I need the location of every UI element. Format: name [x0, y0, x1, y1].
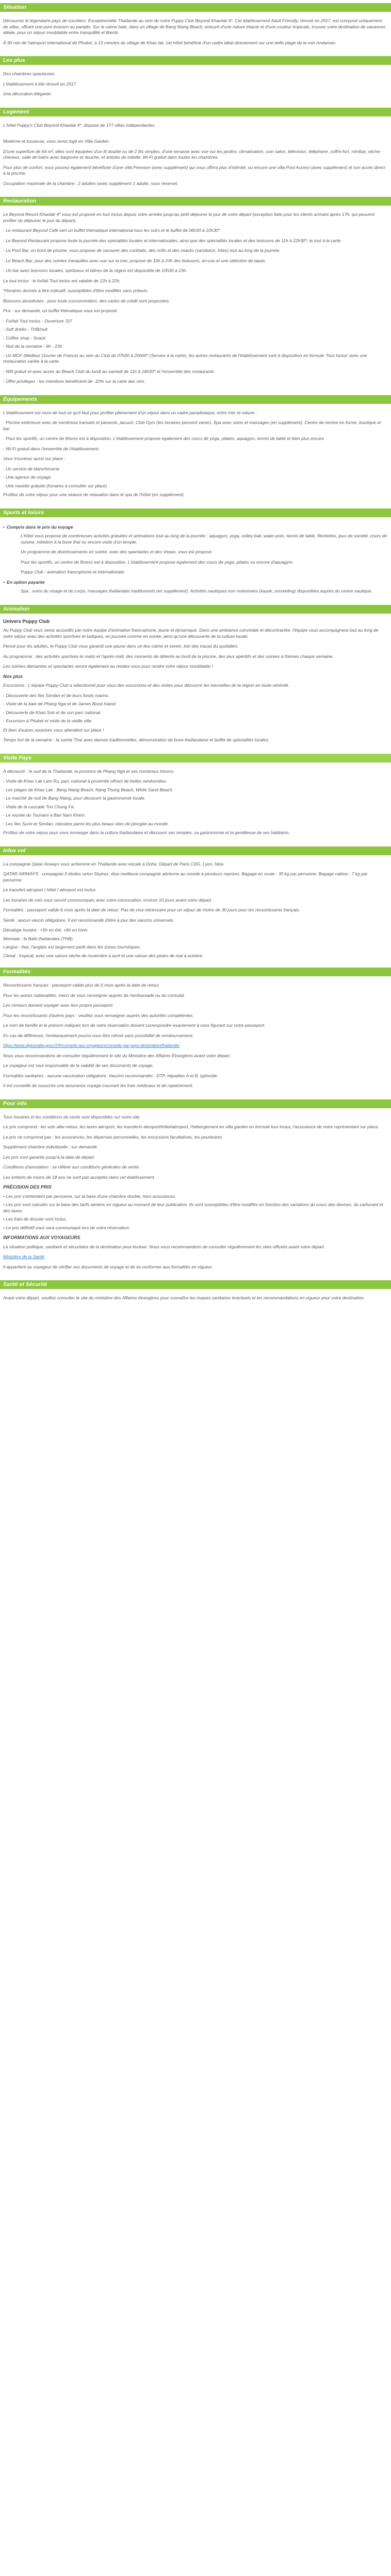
- price-bullet: • Les prix s'entendent par personne, sur la base d'une chambre double, hors assurances.: [3, 1193, 176, 1199]
- dining-text: Le tout inclus : le forfait Tout inclus est valable de 12h à 22h.: [3, 278, 121, 283]
- formalities-text: Pour les ressortissants d'autres pays : veuillez vous renseigner auprès des autorités compétentes.: [3, 1012, 194, 1018]
- discover-section: [0, 762, 391, 843]
- sports-text: Puppy Club : animation francophone et internationale.: [21, 569, 125, 574]
- price-text: Il appartient au voyageur de vérifier ses documents de voyage et de se conformer aux formalités en vigueur.: [3, 1264, 213, 1269]
- flight-info-item: Langue : thaï, l'anglais est largement parlé dans les zones touristiques.: [3, 944, 141, 950]
- sports-text: L'hôtel vous propose de nombreuses activités gratuites et animations tout au long de la journée : aquagym, yoga, volley-ball, water-polo, tennis de table, fléchettes, jeux de société, cours de cuisine, initiation à la boxe thaï ou encore visite d'un temple.: [21, 533, 387, 545]
- animation-text: Et bien d'autres surprises vous attendent sur place !: [3, 727, 104, 733]
- dining-text: - Wifi gratuit et avec accès au Beach Club du lundi au samedi de 11h à 16h30* et l'ensemble des restaurants.: [3, 368, 216, 374]
- dining-text: - Un bar avec boissons locales, spiritueux et bières de la région est disponible de 10h30 à 23h.: [3, 268, 187, 273]
- animation-subtitle-2: Nos plus: [3, 673, 23, 679]
- equipment-list-item: - Une navette gratuite (horaires à consulter sur place): [3, 483, 107, 488]
- animation-section: [0, 614, 391, 751]
- animation-list-item: - Visite de la baie de Phang Nga et de James Bond Island.: [3, 701, 117, 706]
- price-bullet: • Le prix définitif vous sera communiqué lors de votre réservation.: [3, 1225, 131, 1230]
- formalities-text: Le voyageur est seul responsable de la validité de ses documents de voyage.: [3, 1063, 154, 1068]
- equipment-text: - Pour les sportifs, un centre de fitness est à disposition. L'établissement propose également des cours de yoga, pilates, aquagym, tennis de table et bien plus encore.: [3, 436, 325, 441]
- discover-list-item: - Visite de la cascade Ton Chong Fa.: [3, 804, 75, 809]
- price-text: Conditions d'annulation : se référer aux conditions générales de vente.: [3, 1164, 140, 1170]
- dining-text: - Le Beyond Restaurant propose toute la journée des spécialités locales et internationales, ainsi que des spécialités locales et des boissons de 11h à 22h30*, le tout à la carte.: [3, 238, 342, 243]
- lodging-heading: Logement: [0, 108, 391, 116]
- price-section: [0, 1108, 391, 1278]
- lodging-intro: L'hôtel Puppy's Club Beyond Khaolak 4*, dispose de 177 villas indépendantes.: [3, 122, 156, 128]
- price-text: Les prix sont garantis jusqu'à la date de départ.: [3, 1154, 95, 1160]
- flight-info-section: [0, 855, 391, 965]
- situation-section: [0, 12, 391, 53]
- price-text: La situation politique, sanitaire et sécuritaire de la destination peut évoluer. Nous vous recommandons de consulter régulièrement les sites officiels avant votre départ.: [3, 1244, 325, 1249]
- traveller-info-title: INFORMATIONS AUX VOYAGEURS: [3, 1235, 80, 1240]
- diplomatie-link[interactable]: https://www.diplomatie.gouv.fr/fr/conseils-aux-voyageurs/conseils-par-pays-destination/thailande/: [3, 1043, 180, 1048]
- dining-text: - Le restaurant Beyond Café sert un buffet thématique international tous les soirs et le buffet de 06h30 à 10h30*.: [3, 228, 221, 233]
- discover-text: Profitez de votre séjour pour vous immerger dans la culture thaïlandaise et découvrir ses temples, sa gastronomie et la gentillesse de ses habitants.: [3, 830, 290, 835]
- sports-heading: Sports et loisirs: [0, 509, 391, 517]
- price-text: Supplément chambre individuelle : sur demande.: [3, 1144, 99, 1149]
- sports-paid-label: • En option payante: [3, 579, 45, 585]
- formalities-text: Il est conseillé de souscrire une assurance voyage couvrant les frais médicaux et de rapatriement.: [3, 1083, 193, 1088]
- equipment-text: Vous trouverez aussi sur place :: [3, 456, 66, 461]
- formalities-section: [0, 976, 391, 1096]
- dining-text: Le Beyond Resort Khaolak 4* vous est proposé en tout inclus depuis votre arrivée jusqu'au petit-déjeuner le jour de votre départ (exception faite pour les clients arrivant après 17h, qui peuvent profiter du déjeuner le jour du départ).: [3, 212, 374, 223]
- highlights-heading: Les plus: [0, 56, 391, 65]
- animation-heading: Animation: [0, 605, 391, 614]
- animation-text: Pensé pour les adultes, le Puppy Club vous garantit une pause dans un lieu calme et serein, loin des tracas du quotidien.: [3, 643, 238, 649]
- dining-list-item: - Coffee shop - Snack: [3, 335, 46, 341]
- formalities-text: Ressortissants français : passeport valide plus de 6 mois après la date de retour.: [3, 982, 160, 988]
- price-text: Le prix comprend : les vols aller-retour, les taxes aéroport, les transferts aéroport/hôtel/aéroport, l'hébergement en villa garden en formule tout inclus, l'assistance de notre représentant sur place.: [3, 1124, 379, 1129]
- animation-list-item: - Excursion à Phuket et visite de la vieille ville.: [3, 718, 93, 723]
- dining-text: - Le Beach Bar, pour des soirées tranquilles avec vue sur la mer, propose de 10h à 23h des boissons, en-cas et une sélection de tapas.: [3, 258, 266, 263]
- health-text: Avant votre départ, veuillez consulter le site du ministère des Affaires étrangères pour connaître les risques sanitaires éventuels et les recommandations en vigueur pour votre destination.: [3, 1295, 365, 1300]
- sports-text: Un programme de divertissements en soirée, avec des spectacles et des shows, vous est proposé.: [21, 549, 213, 554]
- price-precision-title: PRÉCISION DES PRIX: [3, 1184, 52, 1190]
- dining-text: - Un MOF (Meilleur Ouvrier de France) au sein du Club de 07h00 à 20h00* (Service à la carte), les autres restaurants de l'établissement sont à disposition en formule 'Tout Inclus' avec une restauration variée à la carte.: [3, 352, 367, 364]
- discover-list-item: - Les plages de Khao Lak : Bang Niang Beach, Nang Thong Beach, White Sand Beach.: [3, 787, 173, 792]
- lodging-section: [0, 116, 391, 194]
- equipment-text: Profitez de votre séjour pour une séance de relaxation dans le spa de l'hôtel (en supplément).: [3, 492, 185, 497]
- equipment-heading: Équipements: [0, 395, 391, 404]
- flight-info-text: La compagnie Qatar Airways vous achemine en Thaïlande avec escale à Doha. Départ de Paris CDG, Lyon, Nice.: [3, 861, 225, 867]
- flight-info-text: Formalités : passeport valide 6 mois après la date de retour. Pas de visa nécessaire pour un séjour de moins de 30 jours pour les ressortissants français.: [3, 907, 300, 912]
- dining-text: *Horaires donnés à titre indicatif, susceptibles d'être modifiés sans préavis.: [3, 288, 149, 293]
- page: [0, 3, 391, 1340]
- formalities-text: Nous vous recommandons de consulter régulièrement le site du Ministère des Affaires Étrangères avant votre départ.: [3, 1053, 231, 1058]
- price-text: Le prix ne comprend pas : les assurances, les dépenses personnelles, les excursions facultatives, les pourboires.: [3, 1134, 223, 1140]
- situation-text-2: À 90 min de l'aéroport international de Phuket, à 15 minutes du village de Khao lak, cet hôtel bénéficie d'un cadre idéal directement sur une belle plage de la mer Andaman.: [3, 40, 337, 45]
- flight-info-text: Les horaires de vols vous seront communiqués avec votre convocation, environ 10 jours avant votre départ.: [3, 897, 213, 903]
- flight-info-item: Décalage horaire : +5h en été, +6h en hiver.: [3, 927, 89, 933]
- highlight-item: L'établissement à été rénové en 2017: [3, 81, 76, 87]
- flight-info-text: QATAR AIRWAYS : compagnie 5 étoiles selon Skytrax, élue meilleure compagnie aérienne au monde à plusieurs reprises. Bagage en soute : 30 kg par personne. Bagage cabine : 7 kg par personne.: [3, 871, 368, 883]
- lodging-text: Occupation maximale de la chambre : 2 adultes (avec supplément 1 adulte, sous réserve).: [3, 180, 179, 186]
- lodging-text: Pour plus de confort, vous pouvez également bénéficier d'une villa Premium (avec supplément) qui vous offrira plus d'intimité, ou encore une villa Pool Access (avec supplément) et son accès direct à la piscine.: [3, 164, 385, 176]
- situation-text-1: Découvrez le légendaire pays de cocotiers. Exceptionnelle Thaïlande au sein de notre Puppy Club Beyond Khaolak 4*. Cet établissement Adult Friendly, rénové en 2017, est composé uniquement de villas, offrant une pure évasion au paradis. Sur la calme baie, dans un village de Bang Niang Beach, entouré d'une nature intacte et d'une couleur tropicale, trouvez votre destination de vacances idéale, pour un séjour inoubliable entre tranquillité et liberté.: [3, 18, 385, 35]
- price-bullet: • Les prix sont calculés sur la base des tarifs aériens en vigueur au moment de leur publication. Ils sont susceptibles d'être modifiés en fonction des variations du cours des devises, du carburant et des taxes.: [3, 1202, 383, 1213]
- dining-list-item: - Forfait Tout Inclus - Ouverture 7j/7: [3, 318, 72, 324]
- highlight-item: Des chambres spacieuses: [3, 71, 55, 76]
- animation-text: Au programme : des activités sportives le matin et l'après-midi, des moments de détente au bord de la piscine, des jeux apéritifs et des soirées à thèmes chaque semaine.: [3, 653, 334, 659]
- formalities-text: Formalités sanitaires : aucune vaccination obligatoire. Vaccins recommandés : DTP, hépatites A et B, typhoïde.: [3, 1073, 219, 1078]
- animation-subtitle: Univers Puppy Club: [3, 618, 50, 624]
- health-heading: Santé et Sécurité: [0, 1280, 391, 1289]
- flight-info-item: Monnaie : le Baht thaïlandais (THB).: [3, 936, 74, 941]
- animation-list-item: - Découverte des îles Similan et de leurs fonds marins.: [3, 692, 109, 698]
- sports-text: Pour les sportifs, un centre de fitness est à disposition. L'établissement propose également des cours de yoga, pilates ou encore d'aquagym.: [21, 559, 294, 565]
- dining-heading: Restauration: [0, 197, 391, 206]
- formalities-heading: Formalités: [0, 968, 391, 976]
- formalities-text: En cas de différence, l'embarquement pourra vous être refusé sans possibilité de remboursement.: [3, 1032, 194, 1038]
- lodging-text: Moderne et luxueuse, vous serez logé en Villa Garden.: [3, 139, 110, 144]
- animation-text: Au Puppy Club vous serez accueillis par notre équipe d'animation francophone, jeune et dynamique. Dans une ambiance conviviale et décontractée, l'équipe vous accompagnera tout au long de votre séjour avec des activités sportives et ludiques, en journée comme en soirée, ainsi qu'une découverte de la culture locale.: [3, 628, 379, 639]
- equipment-text: - Wi-Fi gratuit dans l'ensemble de l'établissement.: [3, 446, 100, 451]
- price-bullet: • Les frais de dossier sont inclus.: [3, 1216, 67, 1222]
- price-text: Tous horaires et les conditions de vente sont disponibles sur notre site.: [3, 1114, 141, 1120]
- flight-info-text: Santé : aucun vaccin obligatoire. Il est recommandé d'être à jour des vaccins universels.: [3, 917, 174, 923]
- bullet-icon: •: [3, 579, 5, 585]
- dining-section: [0, 206, 391, 392]
- flight-info-item: Climat : tropical, avec une saison sèche de novembre à avril et une saison des pluies de mai à octobre.: [3, 953, 204, 958]
- dining-list-item: - Nuit de la semaine - 9h - 23h: [3, 344, 62, 349]
- situation-heading: Situation: [0, 3, 391, 12]
- dining-list-item: - Soft drinks - THB/nuit: [3, 327, 47, 332]
- bullet-icon: •: [3, 524, 5, 530]
- equipment-list-item: - Un service de blanchisserie: [3, 466, 60, 471]
- dining-text: Boissons alcoolisées : pour toute consommation, des cartes de crédit sont proposées.: [3, 298, 170, 303]
- health-section: [0, 1289, 391, 1309]
- discover-list-item: - Visite de Khao Lak Lam Ru, parc national à proximité offrant de belles randonnées.: [3, 778, 167, 784]
- price-text: Les enfants de moins de 18 ans ne sont pas acceptés dans cet établissement.: [3, 1174, 155, 1180]
- health-ministry-link[interactable]: Ministère de la Santé: [3, 1254, 44, 1259]
- animation-list-item: - Découverte de Khao Sok et de son parc national.: [3, 709, 102, 715]
- sports-included-label: • Compris dans le prix du voyage: [3, 524, 73, 530]
- flight-info-heading: Infos vol: [0, 846, 391, 855]
- sports-section: [0, 517, 391, 602]
- equipment-section: [0, 404, 391, 505]
- animation-text: Les soirées dansantes et spectacles seront également au rendez-vous pour rendre votre séjour inoubliable !: [3, 664, 213, 669]
- lodging-text: D'une superficie de 64 m², elles sont équipées d'un lit double ou de 2 lits simples, d'une terrasse avec vue sur les jardins, climatisation, coin salon, télévision, téléphone, coffre-fort, minibar, sèche-cheveux, salle de bains avec baignoire et douche, et articles de toilette. Wi-Fi gratuit dans toutes les chambres.: [3, 148, 381, 160]
- dining-text: Prix : sur demande, un buffet thématique vous est proposé.: [3, 308, 119, 313]
- flight-info-text: Le transfert aéroport / hôtel / aéroport est inclus.: [3, 887, 97, 892]
- equipment-text: L'établissement est muni de tout ce qu'il faut pour profiter pleinement d'un séjour dans un cadre paradisiaque, entre mer et nature :: [3, 410, 257, 415]
- animation-text: Excursions : L'équipe Puppy Club a sélectionné pour vous des excursions et des visites pour découvrir les merveilles de la région en toute sérénité.: [3, 683, 289, 688]
- discover-list-item: - Le musée du Tsunami à Ban Nam Khem.: [3, 812, 86, 818]
- price-heading: Pour info: [0, 1099, 391, 1108]
- highlight-item: Une décoration élégante: [3, 91, 51, 96]
- formalities-text: Le nom de famille et le prénom indiqués lors de votre réservation doivent correspondre exactement à ceux figurant sur votre passeport.: [3, 1023, 266, 1028]
- discover-list-item: - Le marché de nuit de Bang Niang, pour découvrir la gastronomie locale.: [3, 795, 145, 801]
- dining-text: - Offre privilèges : les membres bénéficient de -10% sur la carte des vins.: [3, 379, 145, 384]
- formalities-text: Les mineurs doivent voyager avec leur propre passeport.: [3, 1003, 114, 1008]
- highlights-section: [0, 65, 391, 105]
- equipment-text: - Piscine extérieure avec de nombreux transats et parasols, jacuzzi, Club Gym (les horaires peuvent varier), Spa avec soins et massages (en supplément), Centre de remise en forme, boutique et bar.: [3, 420, 381, 431]
- animation-text: Temps fort de la semaine : la soirée Thaï avec danses traditionnelles, démonstration de boxe thaïlandaise et buffet de spécialités locales.: [3, 737, 270, 742]
- equipment-list-item: - Une agence de voyage: [3, 474, 51, 480]
- discover-heading: Visite Pays: [0, 754, 391, 762]
- dining-text: - Le Pool Bar, en bord de piscine, vous propose de savourer des cocktails, des softs et des snacks (sandwich, frites) tout au long de la journée.: [3, 248, 281, 253]
- discover-text: À découvrir : le sud de la Thaïlande, la province de Phang Nga et ses nombreux trésors.: [3, 768, 175, 774]
- discover-list-item: - Les îles Surin et Similan, classées parmi les plus beaux sites de plongée au monde.: [3, 821, 169, 826]
- formalities-text: Pour les autres nationalités, merci de vous renseigner auprès de l'ambassade ou du consulat.: [3, 992, 185, 998]
- sports-text: Spa : soins du visage et du corps, massages thaïlandais traditionnels (en supplément). Activités nautiques non motorisées (kayak, snorkeling) disponibles auprès du centre nautique.: [21, 588, 372, 594]
